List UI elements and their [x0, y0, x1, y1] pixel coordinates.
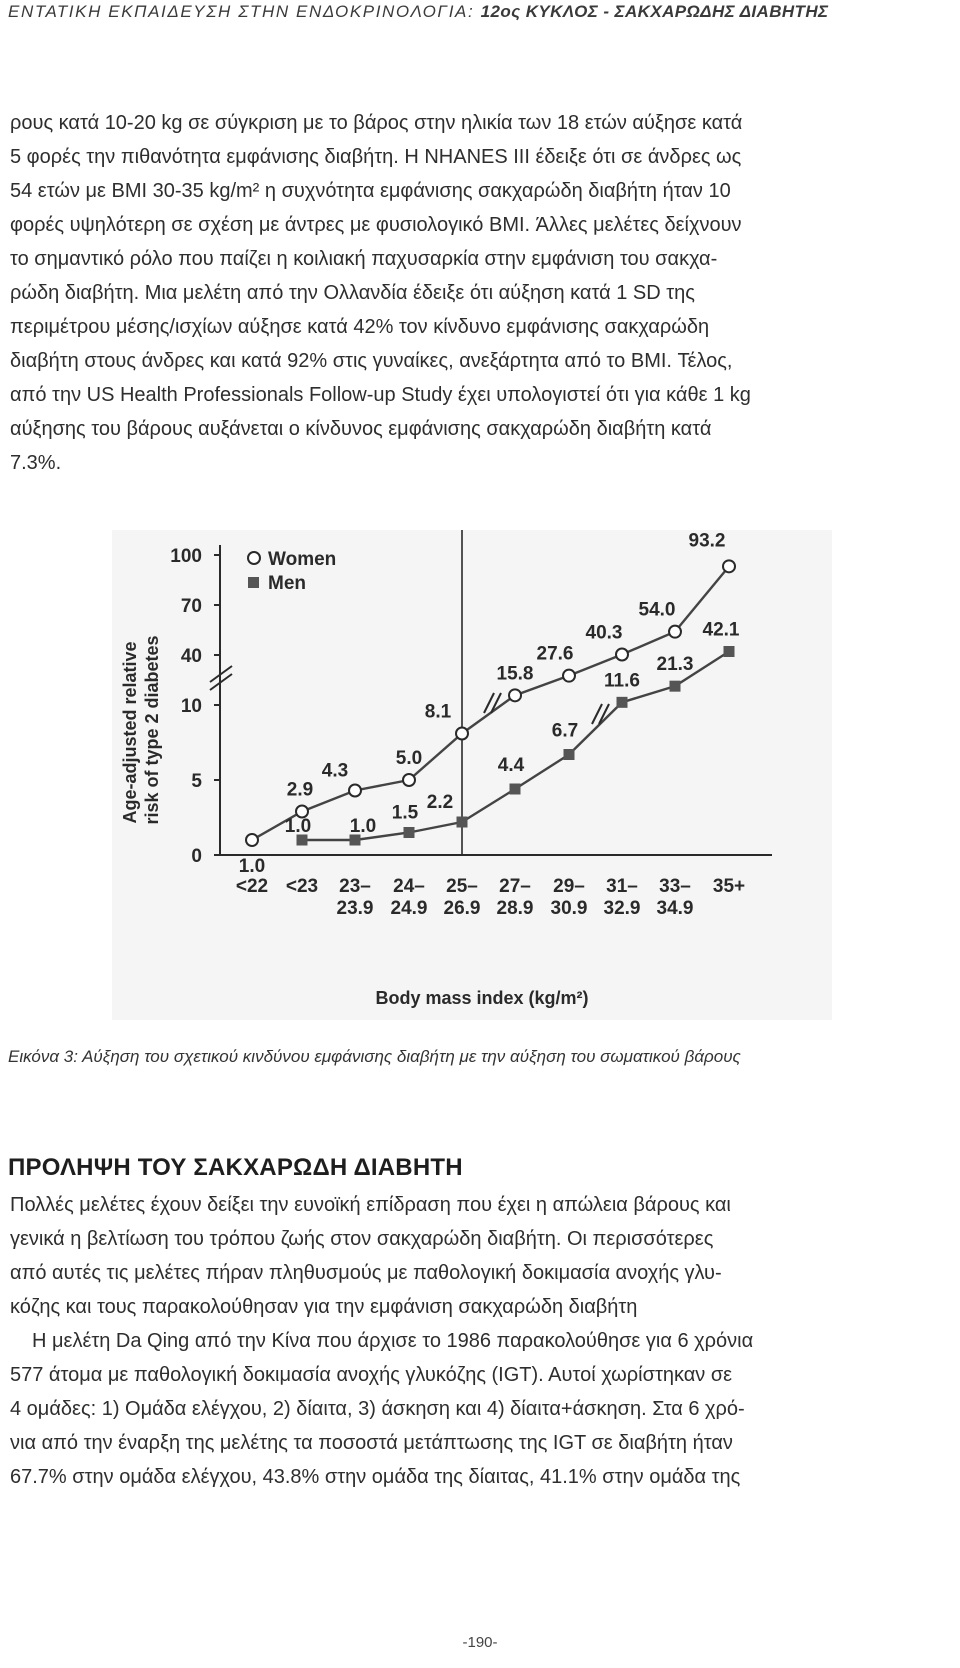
legend-women-marker: [248, 552, 260, 564]
data-point-women: [669, 626, 681, 638]
x-tick-label: 23–: [339, 876, 371, 897]
paragraph-line: από αυτές τις μελέτες πήραν πληθυσμούς με παθολογική δοκιμασία ανοχής γλυ-: [10, 1262, 722, 1284]
data-label-women: 2.9: [286, 779, 314, 801]
header-cycle: 12ος ΚΥΚΛΟΣ - ΣΑΚΧΑΡΩΔΗΣ ΔΙΑΒΗΤΗΣ: [480, 2, 829, 21]
y-tick-label: 100: [170, 546, 202, 567]
y-tick-label: 10: [180, 696, 202, 717]
data-label-men: 42.1: [702, 619, 740, 641]
legend-women-label: Women: [268, 549, 337, 570]
data-point-women: [246, 834, 258, 846]
page-number: -190-: [462, 1634, 498, 1651]
x-tick-label: 30.9: [550, 898, 588, 919]
section-title: ΠΡΟΛΗΨΗ ΤΟΥ ΣΑΚΧΑΡΩΔΗ ΔΙΑΒΗΤΗ: [8, 1154, 463, 1181]
x-tick-label: 29–: [553, 876, 585, 897]
bmi-risk-chart: [112, 530, 832, 1020]
caption-label: Εικόνα 3:: [8, 1047, 78, 1066]
x-tick-label: 28.9: [496, 898, 534, 919]
data-label-men: 2.2: [426, 792, 454, 813]
paragraph-line: από την US Health Professionals Follow-up Study έχει υπολογιστεί ότι για κάθε 1 kg: [10, 384, 751, 406]
data-point-women: [509, 689, 521, 701]
caption-text: Αύξηση του σχετικού κινδύνου εμφάνισης διαβήτη με την αύξηση του σωματικού βάρους: [82, 1047, 741, 1066]
data-label-women: 27.6: [536, 643, 574, 665]
paragraph-line: Η μελέτη Da Qing από την Κίνα που άρχισε το 1986 παρακολούθησε για 6 χρόνια: [32, 1330, 754, 1352]
data-point-women: [456, 728, 468, 740]
data-label-women: 40.3: [585, 622, 623, 644]
x-tick-label: 24–: [393, 876, 425, 897]
paragraph-line: το σημαντικό ρόλο που παίζει η κοιλιακή παχυσαρκία στην εμφάνιση του σακχα-: [10, 248, 718, 270]
data-point-women: [563, 670, 575, 682]
paragraph-line: κόζης και τους παρακολούθησαν για την εμφάνιση σακχαρώδη διαβήτη: [10, 1296, 638, 1318]
x-tick-label: 35+: [712, 876, 746, 897]
paragraph-line: αύξησης του βάρους αυξάνεται ο κίνδυνος εμφάνισης σακχαρώδη διαβήτη κατά: [10, 418, 712, 440]
data-label-men: 1.5: [391, 802, 419, 824]
data-point-women: [723, 560, 735, 572]
y-tick-label: 40: [180, 646, 202, 667]
y-axis-label-line: Age-adjusted relative: [120, 641, 140, 824]
data-label-women: 15.8: [496, 663, 534, 685]
paragraph-line: 54 ετών με BMI 30-35 kg/m² η συχνότητα εμφάνισης σακχαρώδη διαβήτη ήταν 10: [10, 180, 731, 202]
x-tick-label: 33–: [659, 876, 691, 897]
paragraph-line: περιμέτρου μέσης/ισχίων αύξησε κατά 42% τον κίνδυνο εμφάνισης σακχαρώδη: [10, 316, 710, 338]
x-tick-label: 25–: [446, 876, 478, 897]
x-tick-label: 31–: [606, 876, 638, 897]
paragraph-line: διαβήτη στους άνδρες και κατά 92% στις γυναίκες, ανεξάρτητα από το BMI. Τέλος,: [10, 350, 733, 372]
data-label-men: 6.7: [551, 720, 579, 742]
data-label-women: 8.1: [424, 701, 452, 723]
data-label-men: 21.3: [656, 654, 694, 676]
data-point-women: [349, 785, 361, 797]
data-label-women: 5.0: [395, 748, 423, 769]
legend-men-marker: [248, 577, 259, 588]
data-label-men: 1.0: [284, 816, 312, 837]
x-tick-label: 24.9: [390, 898, 428, 919]
data-label-men: 11.6: [604, 670, 640, 692]
data-point-women: [403, 774, 415, 786]
data-label-women: 4.3: [321, 760, 349, 782]
paragraph-line: ρους κατά 10-20 kg σε σύγκριση με το βάρος στην ηλικία των 18 ετών αύξησε κατά: [10, 112, 743, 134]
paragraph-line: 4 ομάδες: 1) Ομάδα ελέγχου, 2) δίαιτα, 3) άσκηση και 4) δίαιτα+άσκηση. Στα 6 χρό-: [10, 1398, 745, 1420]
header-course: ΕΝΤΑΤΙΚΗ ΕΚΠΑΙΔΕΥΣΗ ΣΤΗΝ ΕΝΔΟΚΡΙΝΟΛΟΓΙΑ:: [8, 2, 475, 21]
bmi-risk-figure: [112, 530, 832, 1020]
paragraph-line: 577 άτομα με παθολογική δοκιμασία ανοχής γλυκόζης (IGT). Αυτοί χωρίστηκαν σε: [10, 1364, 733, 1386]
data-point-men: [724, 646, 735, 657]
data-label-men: 1.0: [349, 816, 377, 837]
paragraph-line: 5 φορές την πιθανότητα εμφάνισης διαβήτη. Η NHANES III έδειξε ότι σε άνδρες ως: [10, 146, 742, 168]
running-header: [8, 2, 952, 22]
data-point-men: [564, 749, 575, 760]
section-paragraph: [10, 1188, 948, 1494]
data-point-men: [457, 817, 468, 828]
x-tick-label: <23: [285, 876, 319, 897]
x-axis-label: Body mass index (kg/m²): [375, 988, 589, 1008]
data-label-women: 93.2: [688, 530, 726, 552]
x-tick-label: <22: [235, 876, 269, 897]
paragraph-line: Πολλές μελέτες έχουν δείξει την ευνοϊκή επίδραση που έχει η απώλεια βάρους και: [10, 1194, 731, 1216]
y-tick-label: 5: [191, 771, 202, 792]
data-point-men: [670, 681, 681, 692]
x-tick-label: 32.9: [603, 898, 641, 919]
x-tick-label: 34.9: [656, 898, 694, 919]
paragraph-line: φορές υψηλότερη σε σχέση με άντρες με φυσιολογικό BMI. Άλλες μελέτες δείχνουν: [10, 214, 742, 236]
data-label-women: 1.0: [238, 856, 266, 877]
data-point-men: [404, 827, 415, 838]
data-label-women: 54.0: [638, 599, 676, 621]
figure-caption: [8, 1047, 741, 1067]
paragraph-line: 7.3%.: [10, 452, 62, 474]
data-point-men: [617, 697, 628, 708]
y-axis-label-line: risk of type 2 diabetes: [142, 635, 162, 825]
y-tick-label: 70: [180, 596, 202, 617]
data-point-women: [616, 649, 628, 661]
data-label-men: 4.4: [497, 755, 525, 776]
paragraph-line: νια από την έναρξη της μελέτης τα ποσοστά μετάπτωσης της IGT σε διαβήτη ήταν: [10, 1432, 733, 1454]
x-tick-label: 23.9: [336, 898, 374, 919]
paragraph-line: γενικά η βελτίωση του τρόπου ζωής στον σακχαρώδη διαβήτη. Οι περισσότερες: [10, 1228, 714, 1250]
data-point-men: [510, 784, 521, 795]
paragraph-line: ρώδη διαβήτη. Μια μελέτη από την Ολλανδία έδειξε ότι αύξηση κατά 1 SD της: [10, 282, 695, 304]
intro-paragraph: [10, 106, 948, 480]
paragraph-line: 67.7% στην ομάδα ελέγχου, 43.8% στην ομάδα της δίαιτας, 41.1% στην ομάδα της: [10, 1466, 741, 1488]
y-tick-label: 0: [191, 846, 202, 867]
legend-men-label: Men: [268, 573, 306, 594]
x-tick-label: 26.9: [443, 898, 481, 919]
x-tick-label: 27–: [499, 876, 531, 897]
